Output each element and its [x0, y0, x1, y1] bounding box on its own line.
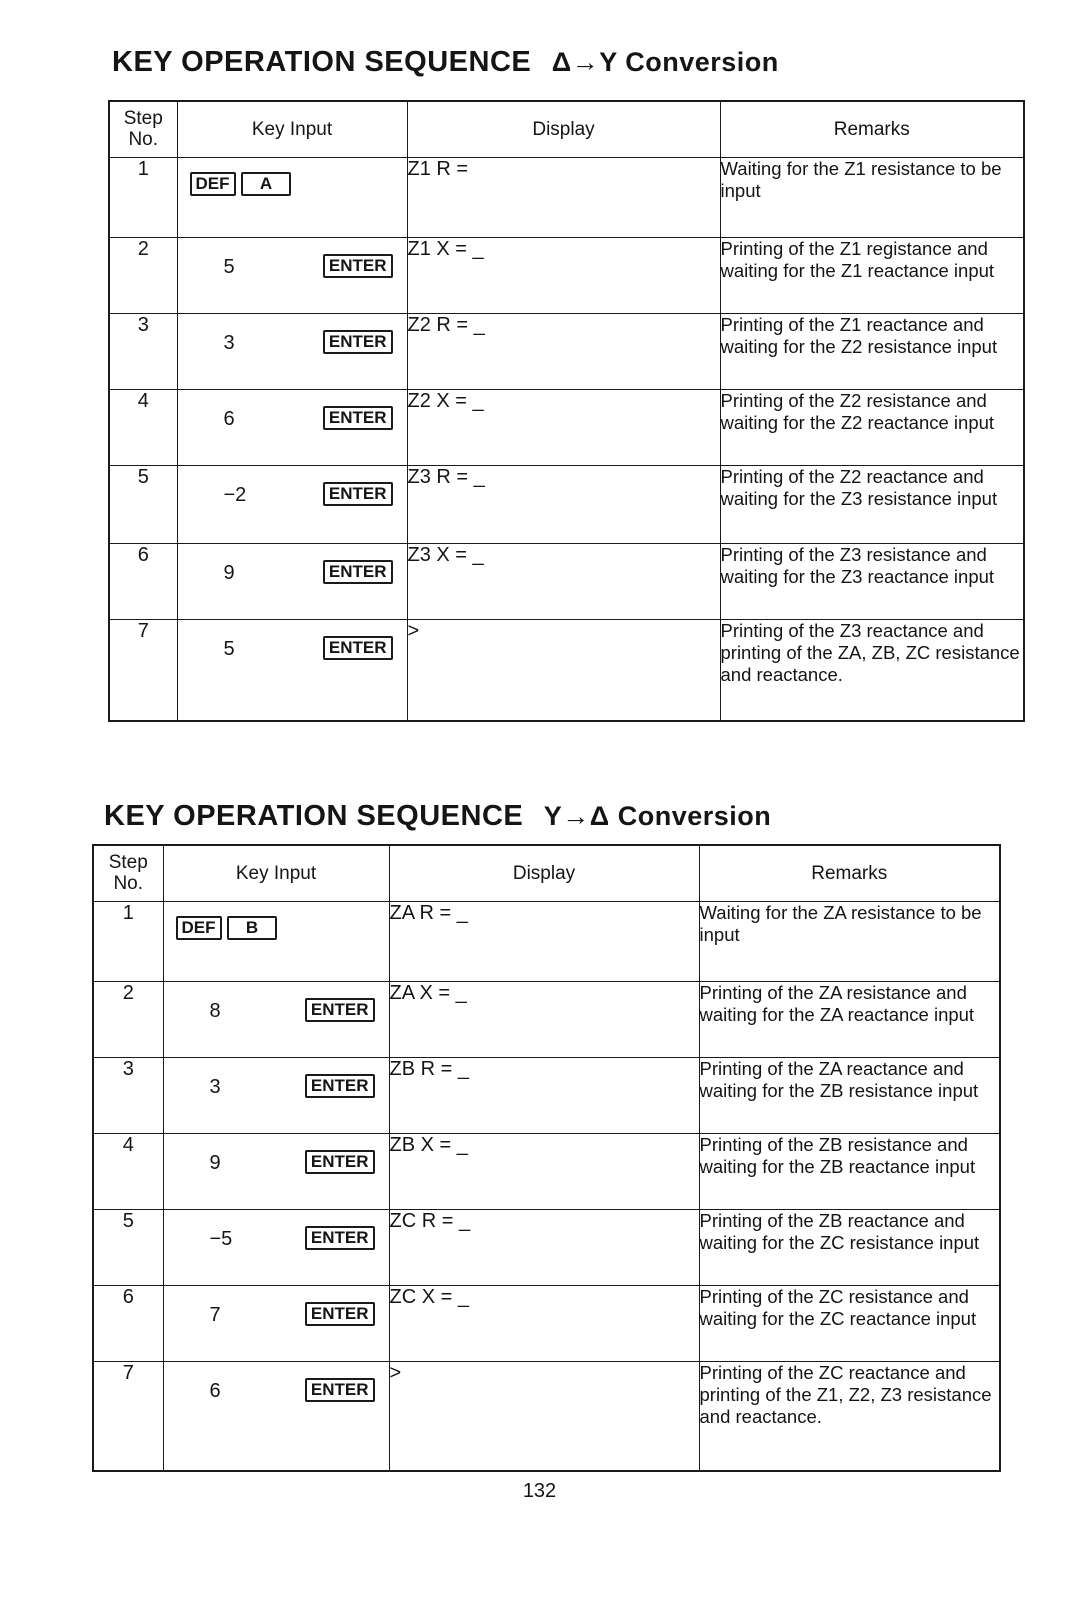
letter-key: A	[241, 172, 291, 196]
key-value: 9	[209, 1151, 221, 1174]
step-number: 2	[109, 237, 177, 313]
remarks-cell: Printing of the ZA resistance and waiting for the ZA reactance input	[699, 981, 1000, 1057]
key-input-cell	[163, 1285, 389, 1361]
table-row	[93, 981, 1000, 1057]
key-value: 7	[209, 1303, 221, 1326]
display-cell: Z2 X = _	[407, 389, 720, 465]
key-input-cell	[177, 157, 407, 237]
display-cell: >	[389, 1361, 699, 1471]
remarks-cell: Printing of the Z2 resistance and waiting for the Z2 reactance input	[720, 389, 1024, 465]
key-value: 5	[223, 637, 235, 660]
key-value: 3	[209, 1075, 221, 1098]
key-input-cell	[163, 1361, 389, 1471]
table-header-row	[109, 101, 1024, 157]
table-row	[109, 313, 1024, 389]
display-cell: ZB X = _	[389, 1133, 699, 1209]
remarks-cell: Printing of the ZB resistance and waiting for the ZB reactance input	[699, 1133, 1000, 1209]
remarks-cell: Printing of the Z1 registance and waiting for the Z1 reactance input	[720, 237, 1024, 313]
key-value: 9	[223, 561, 235, 584]
section-title-delta-to-y: KEY OPERATION SEQUENCE Δ→Y Conversion	[112, 46, 779, 78]
enter-key: ENTER	[323, 636, 393, 660]
header-key-input: Key Input	[163, 845, 389, 901]
table-row	[109, 157, 1024, 237]
remarks-cell: Printing of the Z1 reactance and waiting for the Z2 resistance input	[720, 313, 1024, 389]
key-input-cell	[177, 313, 407, 389]
enter-key: ENTER	[305, 1150, 375, 1174]
display-cell: ZC R = _	[389, 1209, 699, 1285]
letter-key: B	[227, 916, 277, 940]
key-value: 6	[223, 407, 235, 430]
table-row	[109, 237, 1024, 313]
display-cell: Z1 R =	[407, 157, 720, 237]
display-cell: Z2 R = _	[407, 313, 720, 389]
step-number: 4	[109, 389, 177, 465]
header-display: Display	[407, 101, 720, 157]
step-number: 3	[93, 1057, 163, 1133]
display-cell: ZA R = _	[389, 901, 699, 981]
step-number: 2	[93, 981, 163, 1057]
display-cell: ZA X = _	[389, 981, 699, 1057]
header-remarks: Remarks	[720, 101, 1024, 157]
step-number: 3	[109, 313, 177, 389]
remarks-cell: Waiting for the ZA resistance to be input	[699, 901, 1000, 981]
display-cell: Z3 X = _	[407, 543, 720, 619]
table-row	[93, 1285, 1000, 1361]
table-header-row	[93, 845, 1000, 901]
header-remarks: Remarks	[699, 845, 1000, 901]
step-number: 1	[109, 157, 177, 237]
remarks-cell: Printing of the Z3 resistance and waiting for the Z3 reactance input	[720, 543, 1024, 619]
section-title-y-to-delta: KEY OPERATION SEQUENCE Y→Δ Conversion	[104, 800, 772, 832]
key-combo	[176, 916, 278, 940]
table-row	[109, 465, 1024, 543]
header-key-input: Key Input	[177, 101, 407, 157]
step-number: 6	[109, 543, 177, 619]
enter-key: ENTER	[305, 998, 375, 1022]
table-row	[93, 1057, 1000, 1133]
enter-key: ENTER	[323, 482, 393, 506]
key-value: −5	[209, 1227, 233, 1250]
table-row	[109, 543, 1024, 619]
key-combo	[190, 172, 292, 196]
step-number: 4	[93, 1133, 163, 1209]
key-value: 5	[223, 255, 235, 278]
key-input-cell	[163, 981, 389, 1057]
key-input-cell	[163, 901, 389, 981]
display-cell: >	[407, 619, 720, 721]
display-cell: Z1 X = _	[407, 237, 720, 313]
remarks-cell: Printing of the Z2 reactance and waiting for the Z3 resistance input	[720, 465, 1024, 543]
remarks-cell: Printing of the ZA reactance and waiting for the ZB resistance input	[699, 1057, 1000, 1133]
page-number: 132	[522, 1480, 557, 1502]
remarks-cell: Printing of the ZC reactance and printing of the Z1, Z2, Z3 resistance and reactance.	[699, 1361, 1000, 1471]
key-input-cell	[177, 465, 407, 543]
key-input-cell	[177, 619, 407, 721]
enter-key: ENTER	[305, 1378, 375, 1402]
key-input-cell	[163, 1133, 389, 1209]
step-number: 1	[93, 901, 163, 981]
key-input-cell	[163, 1209, 389, 1285]
enter-key: ENTER	[323, 254, 393, 278]
header-display: Display	[389, 845, 699, 901]
key-value: 6	[209, 1379, 221, 1402]
key-input-cell	[177, 389, 407, 465]
key-input-cell	[177, 543, 407, 619]
enter-key: ENTER	[323, 330, 393, 354]
step-number: 5	[93, 1209, 163, 1285]
step-number: 6	[93, 1285, 163, 1361]
remarks-cell: Printing of the Z3 reactance and printing of the ZA, ZB, ZC resistance and reactance.	[720, 619, 1024, 721]
header-step-no: Step No.	[93, 845, 163, 901]
table-row	[93, 1133, 1000, 1209]
step-number: 7	[93, 1361, 163, 1471]
table-row	[109, 389, 1024, 465]
remarks-cell: Waiting for the Z1 resistance to be input	[720, 157, 1024, 237]
key-sequence-table-delta-to-y	[108, 100, 1025, 722]
enter-key: ENTER	[323, 406, 393, 430]
display-cell: Z3 R = _	[407, 465, 720, 543]
step-number: 7	[109, 619, 177, 721]
remarks-cell: Printing of the ZC resistance and waiting for the ZC reactance input	[699, 1285, 1000, 1361]
key-value: 3	[223, 331, 235, 354]
step-number: 5	[109, 465, 177, 543]
key-input-cell	[163, 1057, 389, 1133]
table-row	[93, 1209, 1000, 1285]
enter-key: ENTER	[323, 560, 393, 584]
table-row	[109, 619, 1024, 721]
remarks-cell: Printing of the ZB reactance and waiting for the ZC resistance input	[699, 1209, 1000, 1285]
key-input-cell	[177, 237, 407, 313]
display-cell: ZC X = _	[389, 1285, 699, 1361]
enter-key: ENTER	[305, 1074, 375, 1098]
key-sequence-table-y-to-delta	[92, 844, 1001, 1472]
table-row	[93, 901, 1000, 981]
def-key: DEF	[176, 916, 222, 940]
key-value: 8	[209, 999, 221, 1022]
table-row	[93, 1361, 1000, 1471]
enter-key: ENTER	[305, 1226, 375, 1250]
header-step-no: Step No.	[109, 101, 177, 157]
display-cell: ZB R = _	[389, 1057, 699, 1133]
enter-key: ENTER	[305, 1302, 375, 1326]
key-value: −2	[223, 483, 247, 506]
def-key: DEF	[190, 172, 236, 196]
